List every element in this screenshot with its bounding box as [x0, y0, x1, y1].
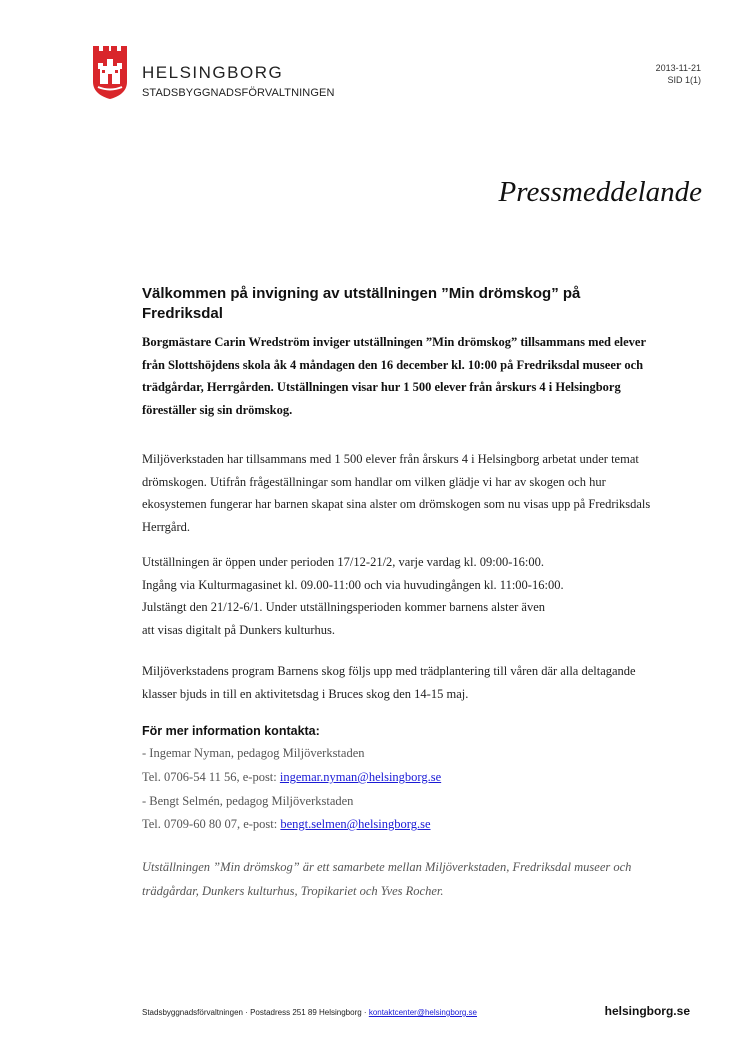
contact-2-phone-text: Tel. 0709-60 80 07, e-post: — [142, 817, 281, 831]
helsingborg-crest-icon — [92, 44, 128, 100]
department-name: STADSBYGGNADSFÖRVALTNINGEN — [142, 87, 335, 99]
footer-email-link[interactable]: kontaktcenter@helsingborg.se — [368, 1008, 477, 1017]
contact-1-phone — [142, 770, 441, 785]
contact-2-phone — [142, 817, 431, 832]
footer-website[interactable]: helsingborg.se — [604, 1004, 690, 1018]
page-number: SID 1(1) — [667, 75, 701, 85]
document-type-title: Pressmeddelande — [498, 176, 702, 208]
contact-2-email-link[interactable]: bengt.selmen@helsingborg.se — [280, 817, 431, 831]
opening-hours-line: Utställningen är öppen under perioden 17/12-21/2, varje vardag kl. 09:00-16:00. — [142, 555, 544, 569]
body-paragraph-2 — [142, 551, 657, 641]
body-paragraph-3-text: Miljöverkstadens program Barnens skog följs upp med trädplantering till våren där alla deltagande klasser bjuds in till en aktivitetsdag i Bruces skog den 14-15 maj. — [142, 664, 636, 701]
body-paragraph-1 — [142, 448, 657, 538]
contact-1-name: - Ingemar Nyman, pedagog Miljöverkstaden — [142, 746, 365, 760]
contact-2-name: - Bengt Selmén, pedagog Miljöverkstaden — [142, 794, 354, 808]
contact-1-phone-text: Tel. 0706-54 11 56, e-post: — [142, 770, 280, 784]
collaboration-note: Utställningen ”Min drömskog” är ett samarbete mellan Miljöverkstaden, Fredriksdal museer och trädgårdar, Dunkers kulturhus, Tropikariet och Yves Rocher. — [142, 860, 632, 898]
footer-address-text: Stadsbyggnadsförvaltningen · Postadress 251 89 Helsingborg · — [142, 1008, 369, 1017]
closed-period-line: Julstängt den 21/12-6/1. Under utställningsperioden kommer barnens alster även — [142, 600, 546, 614]
digital-display-line: att visas digitalt på Dunkers kulturhus. — [142, 622, 336, 637]
entrance-times-line: Ingång via Kulturmagasinet kl. 09.00-11:00 och via huvudingången kl. 11:00-16:00. — [142, 577, 564, 592]
footer-address — [142, 1008, 477, 1017]
lead-paragraph: Borgmästare Carin Wredström inviger utställningen ”Min drömskog” tillsammans med elever från Slottshöjdens skola åk 4 måndagen den 16 december kl. 10:00 på Fredriksdal museer och trädgårdar, Herrgården. Utställningen visar hur 1 500 elever från årskurs 4 i Helsingborg föreställer sig sin drömskog. — [142, 335, 646, 417]
body-paragraph-1-text: Miljöverkstaden har tillsammans med 1 500 elever från årskurs 4 i Helsingborg arbetat under temat drömskogen. Utifrån frågeställningar som handlar om vilken glädje vi har av skogen och hur ekosystemen fungerar har barnen skapat sina alster om drömskogen som nu visas upp på Fredriksdals Herrgård. — [142, 452, 651, 534]
contact-1-email-link[interactable]: ingemar.nyman@helsingborg.se — [279, 770, 442, 784]
org-name: HELSINGBORG — [142, 63, 284, 82]
body-paragraph-3 — [142, 660, 657, 705]
document-date: 2013-11-21 — [655, 63, 701, 73]
contact-heading: För mer information kontakta: — [142, 724, 320, 738]
press-headline: Välkommen på invigning av utställningen ”Min drömskog” på Fredriksdal — [142, 285, 581, 322]
